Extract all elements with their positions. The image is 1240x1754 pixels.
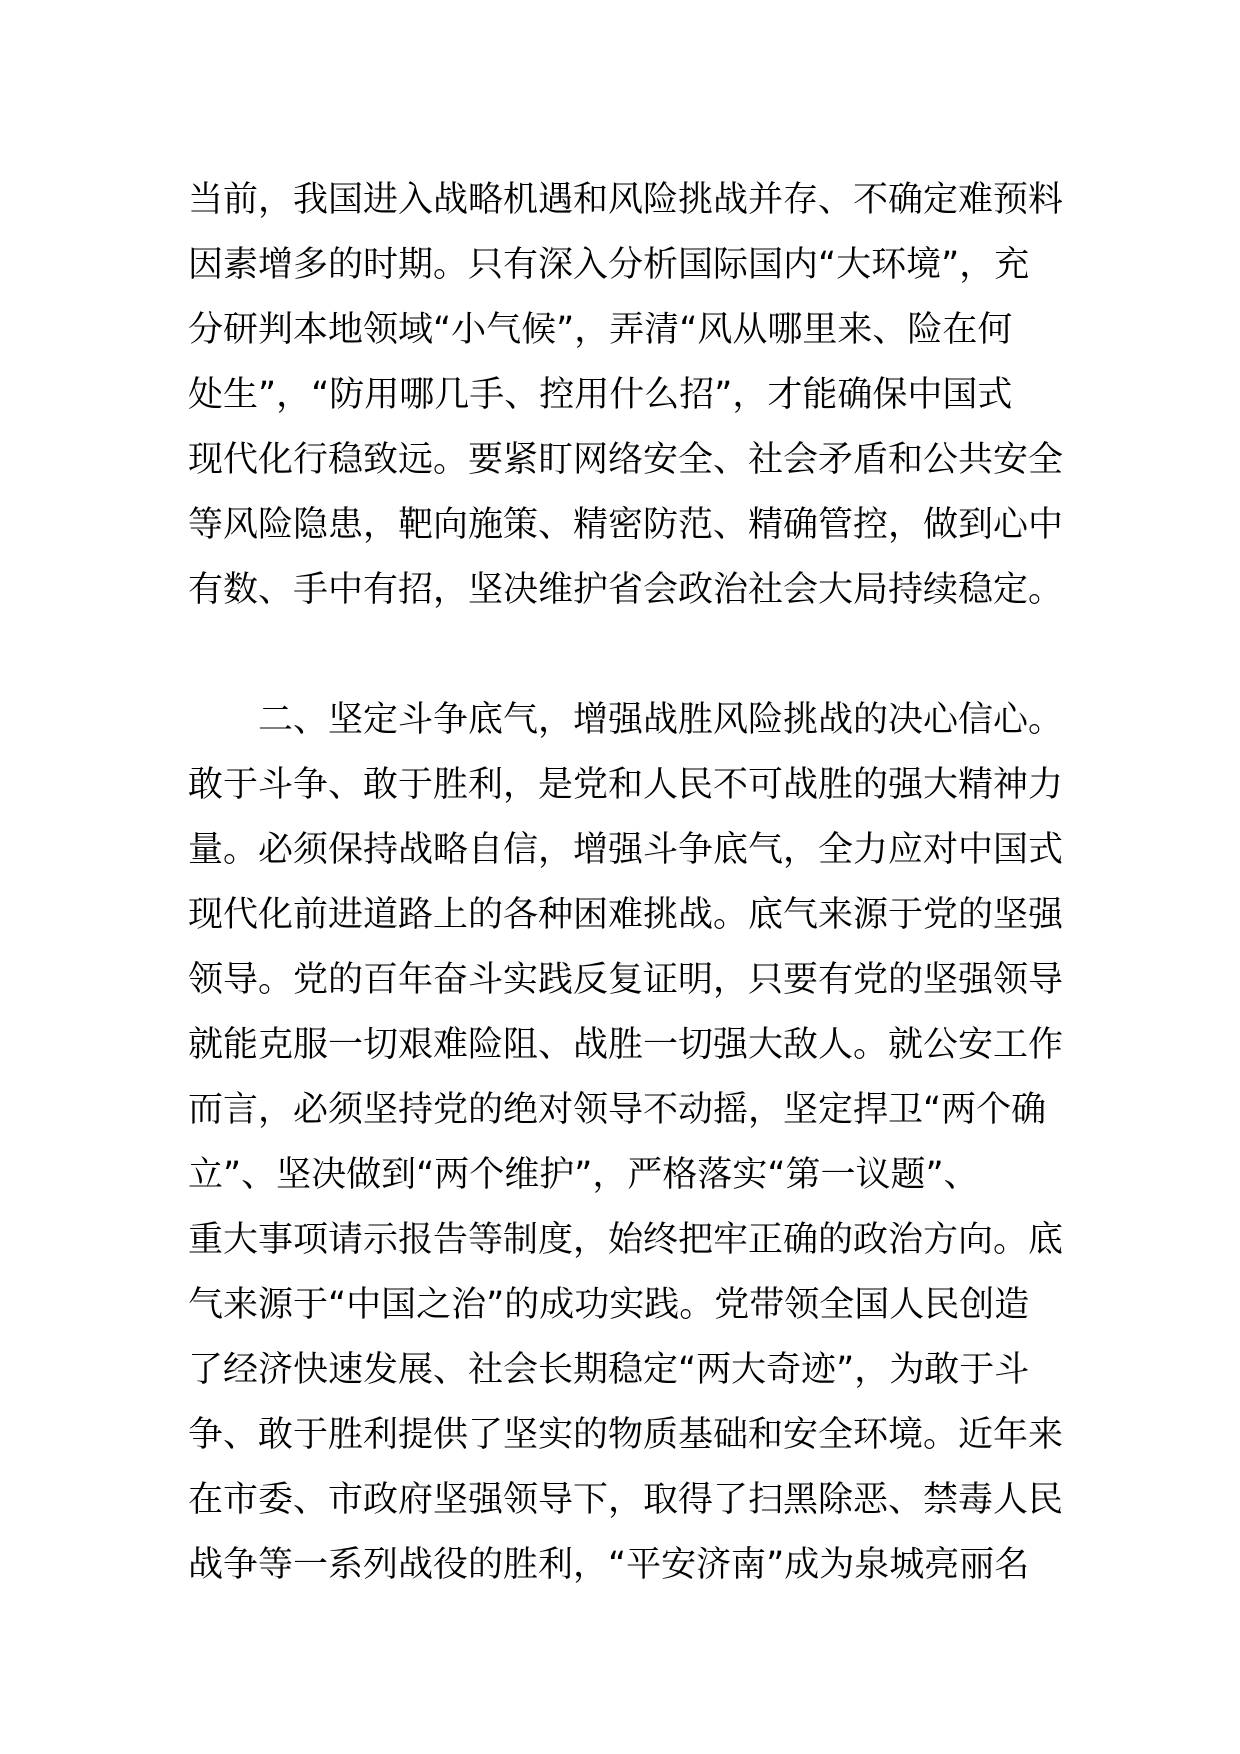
text-line: 立”、坚决做到“两个维护”，严格落实“第一议题”、 — [188, 1155, 979, 1195]
text-line: 战争等一系列战役的胜利，“平安济南”成为泉城亮丽名 — [188, 1545, 1030, 1585]
text-line: 量。必须保持战略自信，增强斗争底气，全力应对中国式 — [188, 830, 1064, 870]
text-line: 就能克服一切艰难险阻、战胜一切强大敌人。就公安工作 — [188, 1025, 1064, 1065]
text-line: 领导。党的百年奋斗实践反复证明，只要有党的坚强领导 — [188, 960, 1064, 1000]
text-line: 分研判本地领域“小气候”，弄清“风从哪里来、险在何 — [188, 310, 1013, 350]
text-line: 现代化行稳致远。要紧盯网络安全、社会矛盾和公共安全 — [188, 440, 1064, 480]
paragraph-risk-analysis — [188, 168, 1064, 623]
text-line: 而言，必须坚持党的绝对领导不动摇，坚定捍卫“两个确 — [188, 1090, 1047, 1130]
text-line: 有数、手中有招，坚决维护省会政治社会大局持续稳定。 — [188, 570, 1064, 610]
text-line: 处生”，“防用哪几手、控用什么招”，才能确保中国式 — [188, 375, 1013, 415]
text-line: 了经济快速发展、社会长期稳定“两大奇迹”，为敢于斗 — [188, 1350, 1030, 1390]
text-line: 现代化前进道路上的各种困难挑战。底气来源于党的坚强 — [188, 895, 1064, 935]
text-line: 等风险隐患，靶向施策、精密防范、精确管控，做到心中 — [188, 505, 1064, 545]
text-line: 争、敢于胜利提供了坚实的物质基础和安全环境。近年来 — [188, 1415, 1064, 1455]
text-line: 在市委、市政府坚强领导下，取得了扫黑除恶、禁毒人民 — [188, 1480, 1064, 1520]
text-line: 因素增多的时期。只有深入分析国际国内“大环境”，充 — [188, 245, 1030, 285]
section-heading-line: 二、坚定斗争底气，增强战胜风险挑战的决心信心。 — [258, 700, 1064, 740]
text-line: 气来源于“中国之治”的成功实践。党带领全国人民创造 — [188, 1285, 1030, 1325]
text-line: 重大事项请示报告等制度，始终把牢正确的政治方向。底 — [188, 1220, 1064, 1260]
text-line: 敢于斗争、敢于胜利，是党和人民不可战胜的强大精神力 — [188, 765, 1064, 805]
paragraph-section-two — [188, 688, 1064, 1598]
text-line: 当前，我国进入战略机遇和风险挑战并存、不确定难预料 — [188, 180, 1064, 220]
